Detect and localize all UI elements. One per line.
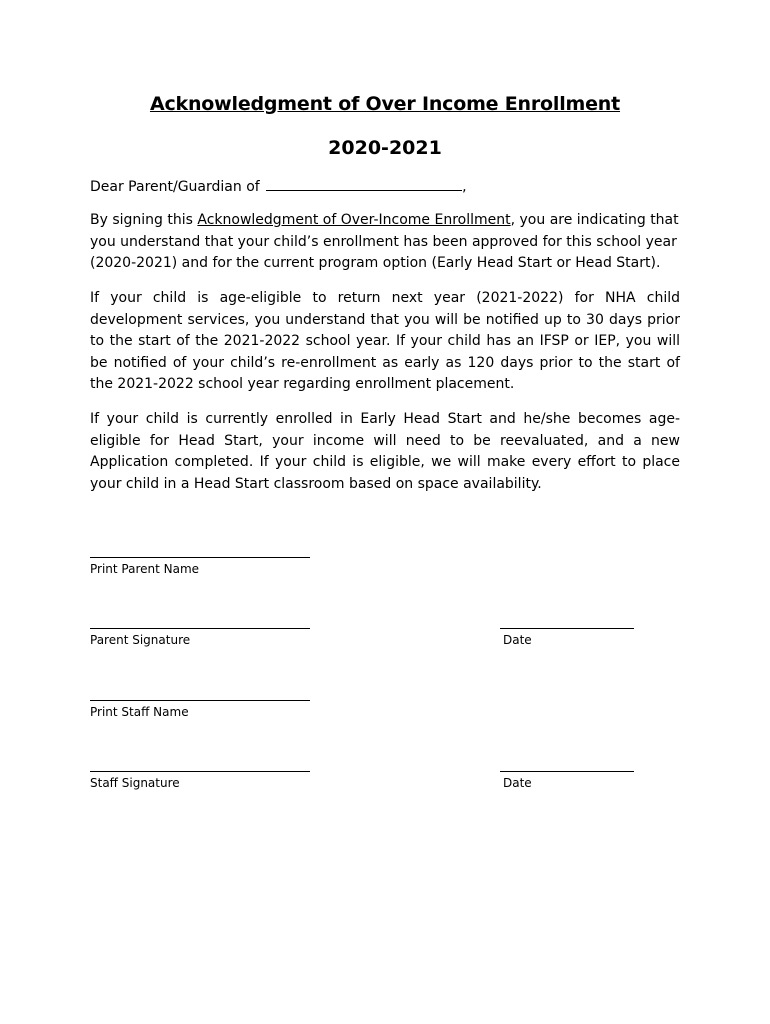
print-staff-name-line[interactable] (90, 700, 310, 701)
staff-signature-line[interactable] (90, 771, 310, 772)
parent-signature-line[interactable] (90, 628, 310, 629)
paragraph-early-head-start: If your child is currently enrolled in Early Head Start and he/she becomes age-eligible for Head Start, your income will need to be reevaluated, and a new Application completed. If your child is eligible, we will make every effort to place your child in a Head Start classroom based on space availability. (90, 411, 680, 492)
staff-date-label: Date (503, 776, 532, 790)
school-year: 2020-2021 (328, 137, 442, 159)
parent-date-label: Date (503, 633, 532, 647)
salutation (90, 176, 467, 195)
child-name-blank[interactable] (266, 176, 462, 191)
p1-end: , you are indicating that you understand that your child’s enrollment has been approved for this school year (2020-2021) and for the current program option (Early Head Start or Head Start). (90, 212, 679, 271)
salutation-suffix: , (462, 179, 467, 195)
print-parent-name-line[interactable] (90, 557, 310, 558)
paragraph-next-year: If your child is age-eligible to return next year (2021-2022) for NHA child development services, you understand that you will be notified up to 30 days prior to the start of the 2021-2022 school year. If your child has an IFSP or IEP, you will be notified of your child’s re-enrollment as early as 120 days prior to the start of the 2021-2022 school year regarding enrollment placement. (90, 290, 680, 392)
print-staff-name-label: Print Staff Name (90, 705, 189, 719)
print-parent-name-label: Print Parent Name (90, 562, 200, 576)
staff-date-line[interactable] (500, 771, 634, 772)
salutation-prefix: Dear Parent/Guardian of (90, 179, 265, 195)
parent-signature-label: Parent Signature (90, 633, 191, 647)
paragraph-acknowledgment (90, 210, 680, 275)
parent-date-line[interactable] (500, 628, 634, 629)
p1-form-name: Acknowledgment of Over-Income Enrollment (197, 212, 511, 228)
staff-signature-label: Staff Signature (90, 776, 180, 790)
p1-start: By signing this (90, 212, 198, 228)
document-title: Acknowledgment of Over Income Enrollment (149, 93, 621, 115)
